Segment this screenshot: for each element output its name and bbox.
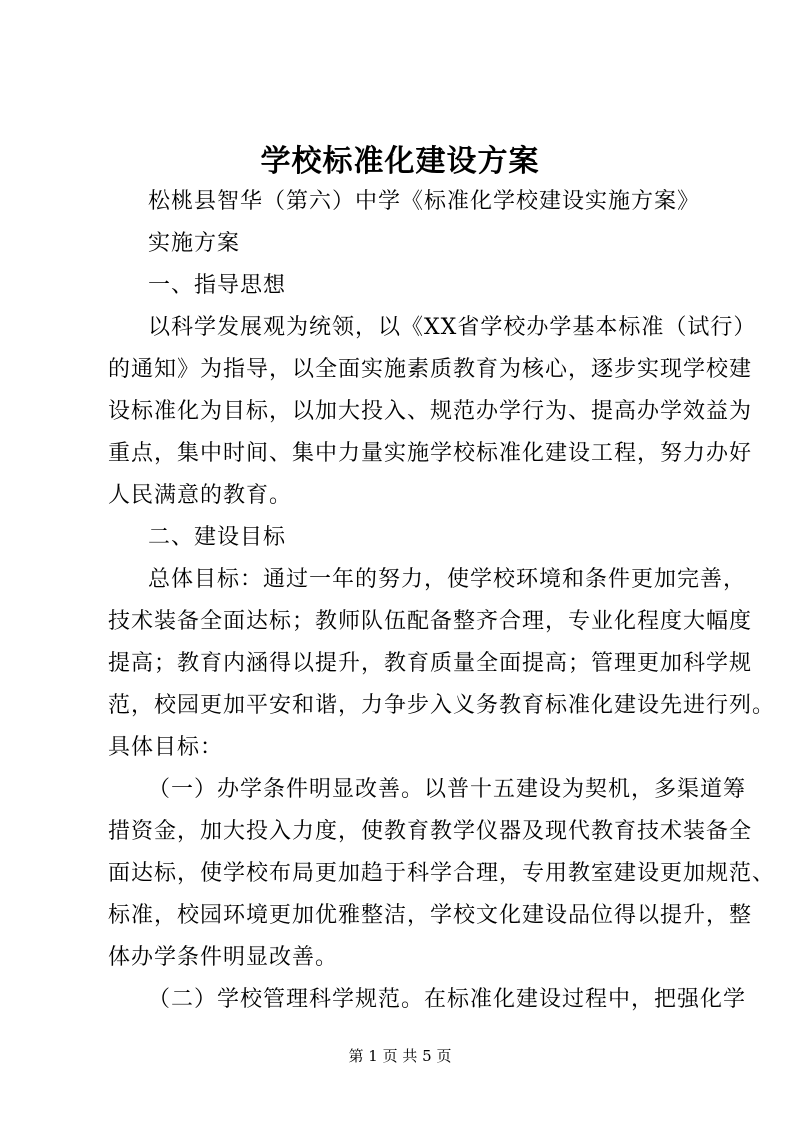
paragraph-line: 标准，校园环境更加优雅整洁，学校文化建设品位得以提升，整 [108,903,753,928]
heading-implementation-plan: 实施方案 [148,231,241,256]
paragraph-line: 技术装备全面达标；教师队伍配备整齐合理，专业化程度大幅度 [108,609,753,634]
paragraph-line: 以科学发展观为统领，以《XX省学校办学基本标准（试行） [148,315,757,340]
section-heading-guiding-ideology: 一、指导思想 [148,273,287,298]
paragraph-line: 具体目标： [108,735,224,760]
paragraph-line: （二）学校管理科学规范。在标准化建设过程中，把强化学 [148,987,747,1012]
subtitle-line: 松桃县智华（第六）中学《标准化学校建设实施方案》 [148,189,701,214]
paragraph-line: 总体目标：通过一年的努力，使学校环境和条件更加完善， [148,567,747,592]
paragraph-line: 范，校园更加平安和谐，力争步入义务教育标准化建设先进行列。 [108,693,776,718]
document-title: 学校标准化建设方案 [260,144,540,179]
paragraph-line: 重点，集中时间、集中力量实施学校标准化建设工程，努力办好 [108,441,753,466]
page-footer: 第 1 页 共 5 页 [348,1047,452,1065]
paragraph-line: （一）办学条件明显改善。以普十五建设为契机，多渠道筹 [148,777,747,802]
paragraph-line: 设标准化为目标，以加大投入、规范办学行为、提高办学效益为 [108,399,753,424]
paragraph-line: 的通知》为指导，以全面实施素质教育为核心，逐步实现学校建 [108,357,753,382]
paragraph-line: 面达标，使学校布局更加趋于科学合理，专用教室建设更加规范、 [108,861,776,886]
paragraph-line: 人民满意的教育。 [108,483,293,508]
paragraph-line: 提高；教育内涵得以提升，教育质量全面提高；管理更加科学规 [108,651,753,676]
section-heading-construction-goals: 二、建设目标 [148,525,287,550]
paragraph-line: 体办学条件明显改善。 [108,945,339,970]
paragraph-line: 措资金，加大投入力度，使教育教学仪器及现代教育技术装备全 [108,819,753,844]
